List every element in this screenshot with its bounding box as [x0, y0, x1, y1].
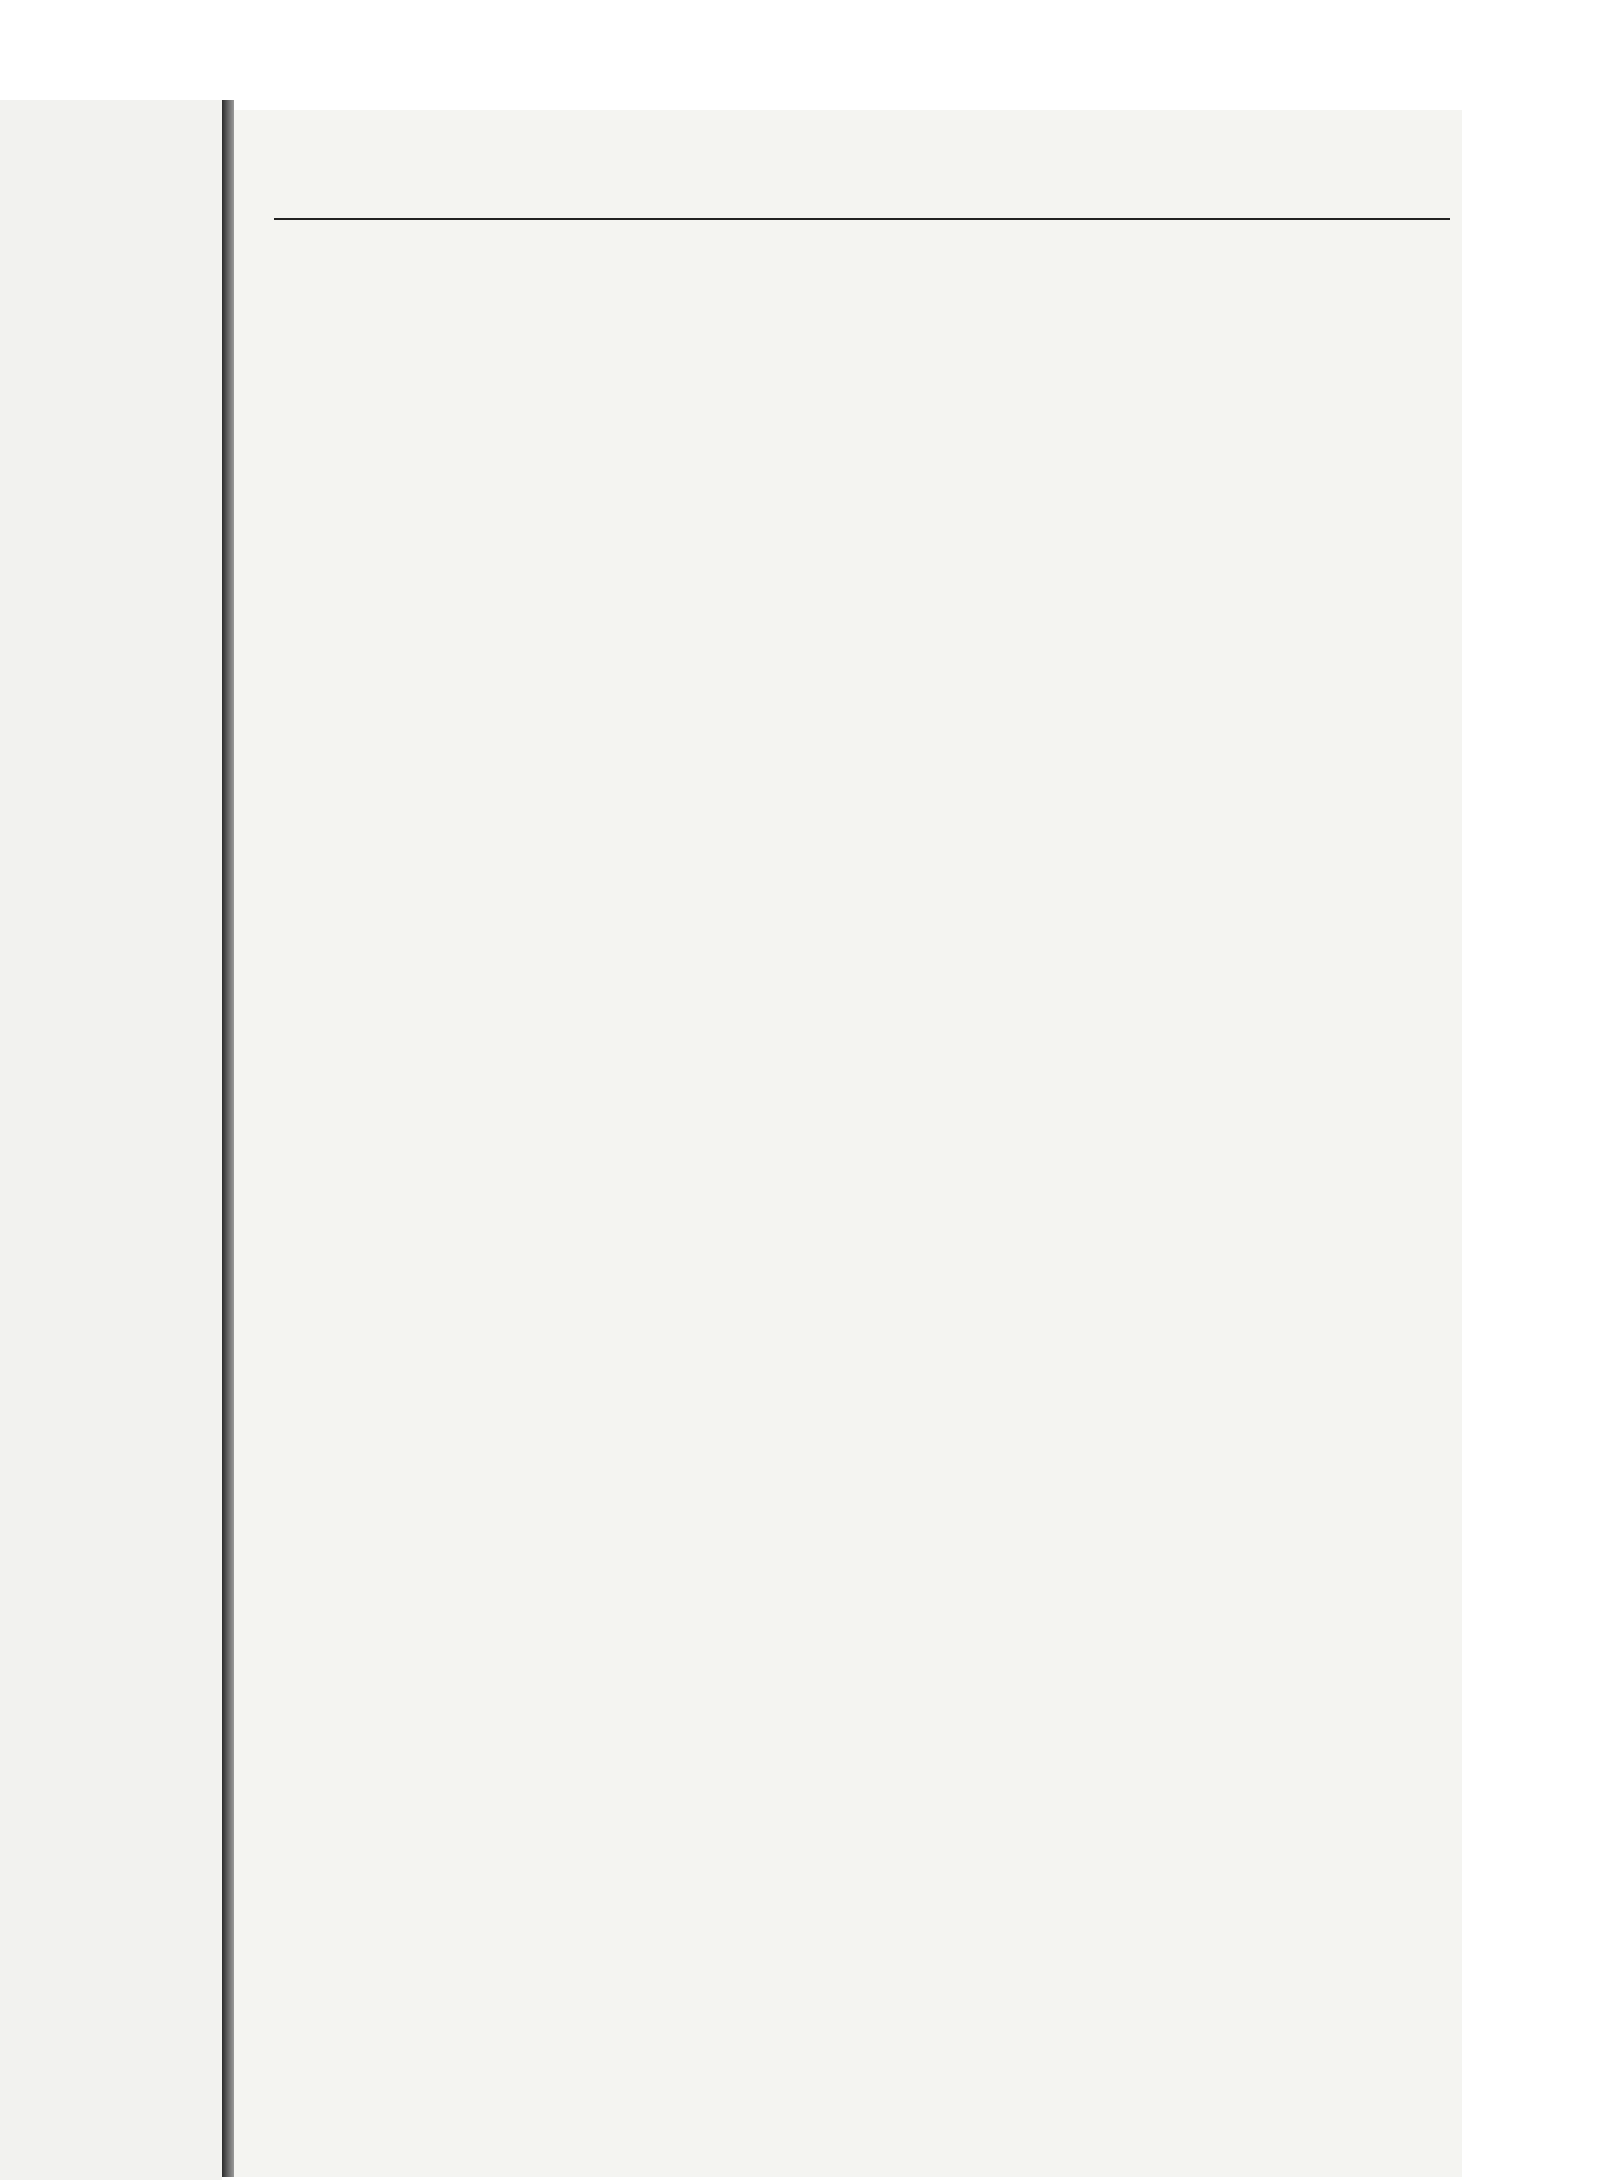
- book-gutter: [222, 100, 234, 2177]
- page-header: [274, 176, 1450, 212]
- header-left: [274, 176, 292, 204]
- header-rule: [274, 218, 1450, 220]
- facing-page-header: [0, 176, 200, 204]
- facing-page: [0, 100, 222, 2180]
- directory-page: [234, 110, 1462, 2177]
